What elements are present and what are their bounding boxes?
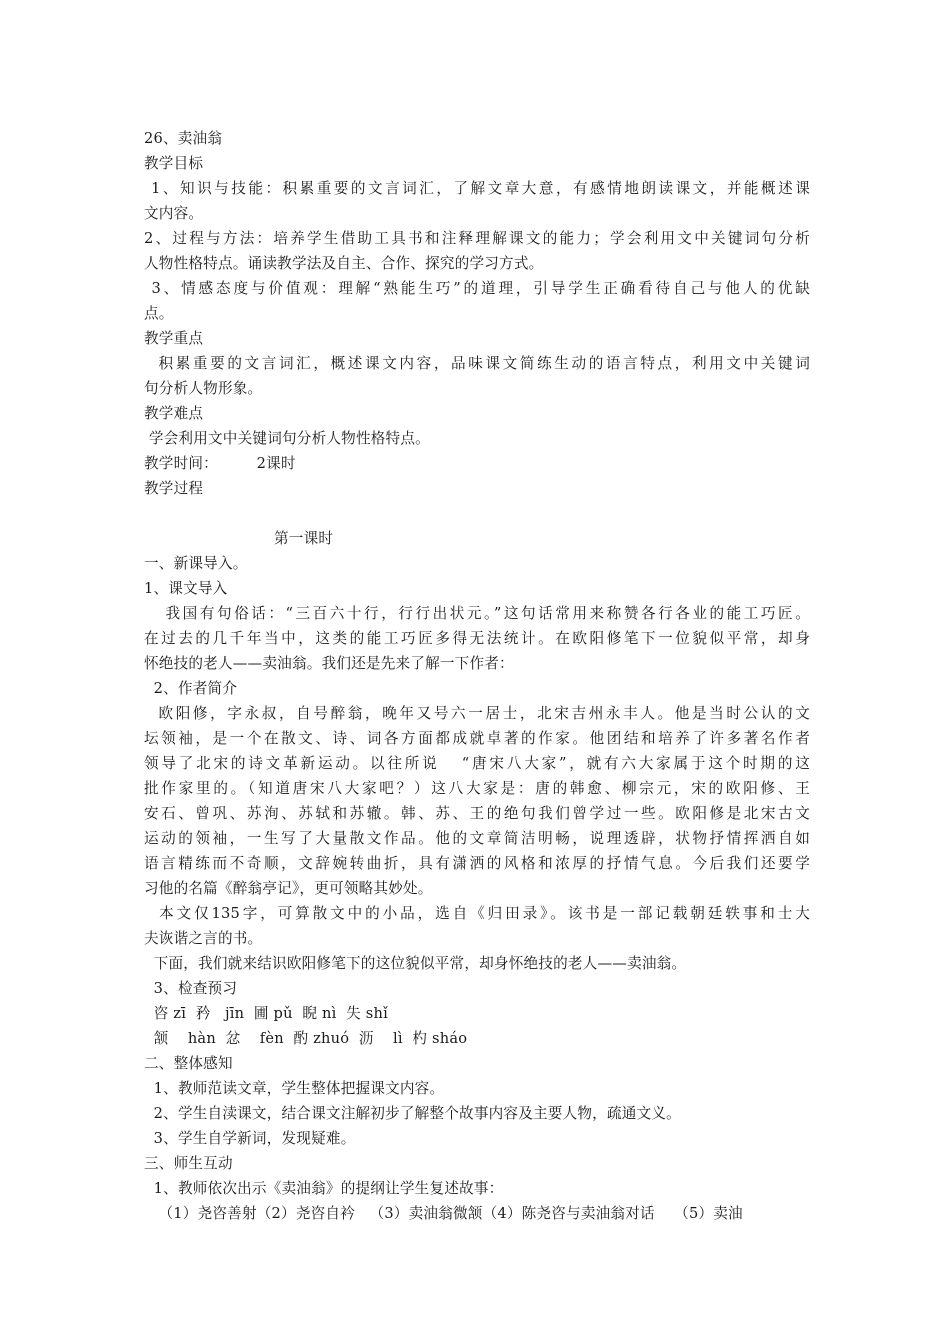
source-line-1: 本文仅135字，可算散文中的小品，选自《归田录》。该书是一部记载朝廷轶事和士大 (144, 905, 810, 922)
heading-process: 教学过程 (144, 480, 204, 497)
document-body (144, 126, 810, 1226)
focus-line-1: 积累重要的文言词汇，概述课文内容，品味课文简练生动的语言特点，利用文中关键词 (144, 355, 810, 372)
lesson-one-heading: 第一课时 (274, 530, 334, 547)
focus-line-2: 句分析人物形象。 (144, 380, 263, 397)
pinyin-line-2: 颔 hàn 忿 fèn 酌 zhuó 沥 lì 杓 sháo (144, 1030, 468, 1047)
section-3-item-1: 1、教师依次出示《卖油翁》的提纲让学生复述故事： (144, 1180, 504, 1197)
objective-2-line-2: 人物性格特点。诵读教学法及自主、合作、探究的学习方式。 (144, 255, 544, 272)
source-line-2: 夫诙谐之言的书。 (144, 930, 263, 947)
author-line-6: 运动的领袖，一生写了大量散文作品。他的文章简洁明畅，说理透辟，状物抒情挥洒自如 (144, 830, 810, 847)
author-line-4: 批作家里的。（知道唐宋八大家吧？）这八大家是：唐的韩愈、柳宗元，宋的欧阳修、王 (144, 780, 810, 797)
objective-1-line-1: 1、知识与技能：积累重要的文言词汇，了解文章大意，有感情地朗读课文，并能概述课 (144, 180, 810, 197)
section-3-heading: 三、师生互动 (144, 1155, 233, 1172)
teaching-time: 教学时间： 2课时 (144, 455, 296, 472)
intro-line-1: 我国有句俗话：“三百六十行，行行出状元。”这句话常用来称赞各行各业的能工巧匠。 (144, 605, 810, 622)
section-2-item-2: 2、学生自渎课文，结合课文注解初步了解整个故事内容及主要人物，疏通文义。 (144, 1105, 681, 1122)
author-line-2: 坛领袖，是一个在散文、诗、词各方面都成就卓著的作家。他团结和培养了许多著名作者 (144, 730, 810, 747)
section-2-item-1: 1、教师范读文章，学生整体把握课文内容。 (144, 1080, 445, 1097)
section-1-item-1: 1、课文导入 (144, 580, 228, 597)
objective-3-line-1: 3、情感态度与价值观：理解“熟能生巧”的道理，引导学生正确看待自己与他人的优缺 (144, 280, 810, 297)
difficulty-text: 学会利用文中关键词句分析人物性格特点。 (144, 430, 430, 447)
objective-1-line-2: 文内容。 (144, 205, 204, 222)
author-line-8: 习他的名篇《醉翁亭记》，更可领略其妙处。 (144, 880, 433, 897)
objective-2-line-1: 2、过程与方法：培养学生借助工具书和注释理解课文的能力；学会利用文中关键词句分析 (144, 230, 810, 247)
objective-3-line-2: 点。 (144, 305, 174, 322)
heading-focus: 教学重点 (144, 330, 204, 347)
author-line-7: 语言精练而不奇顺，文辞婉转曲折，具有潇洒的风格和浓厚的抒情气息。今后我们还要学 (144, 855, 810, 872)
intro-line-3: 怀绝技的老人——卖油翁。我们还是先来了解一下作者： (144, 655, 514, 672)
section-1-item-3: 3、检查预习 (144, 980, 238, 997)
author-line-5: 安石、曾巩、苏洵、苏轼和苏辙。韩、苏、王的绝句我们曾学过一些。欧阳修是北宋古文 (144, 805, 810, 822)
section-1-item-2: 2、作者简介 (144, 680, 238, 697)
pinyin-line-1: 咨 zī 矜 jīn 圃 pǔ 睨 nì 失 shǐ (144, 1005, 388, 1022)
blank-line (144, 501, 810, 526)
heading-difficulty: 教学难点 (144, 405, 204, 422)
heading-objectives: 教学目标 (144, 155, 204, 172)
section-2-heading: 二、整体感知 (144, 1055, 233, 1072)
section-2-item-3: 3、学生自学新词，发现疑难。 (144, 1130, 356, 1147)
author-line-1: 欧阳修，字永叔，自号醉翁，晚年又号六一居士，北宋吉州永丰人。他是当时公认的文 (144, 705, 810, 722)
author-line-3: 领导了北宋的诗文革新运动。以往所说 “唐宋八大家”，就有六大家属于这个时期的这 (144, 755, 810, 772)
transition-line: 下面，我们就来结识欧阳修笔下的这位貌似平常，却身怀绝技的老人——卖油翁。 (144, 955, 687, 972)
lesson-title: 26、卖油翁 (144, 130, 223, 147)
section-1-heading: 一、新课导入。 (144, 555, 248, 572)
outline-line: （1）尧咨善射（2）尧咨自衿 （3）卖油翁微颔（4）陈尧咨与卖油翁对话 （5）卖油 (144, 1205, 743, 1222)
intro-line-2: 在过去的几千年当中，这类的能工巧匠多得无法统计。在欧阳修笔下一位貌似平常，却身 (144, 630, 810, 647)
